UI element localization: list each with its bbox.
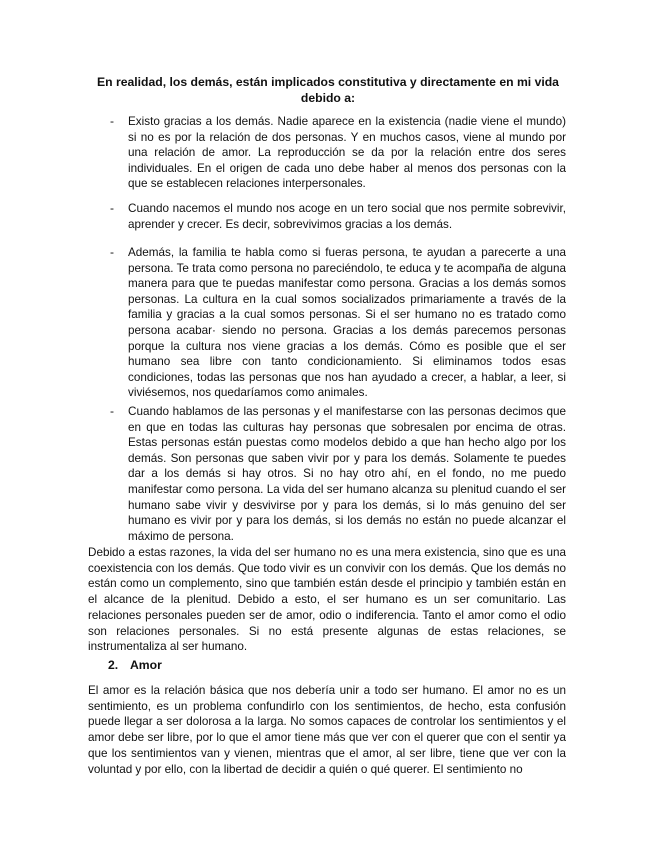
section-title: Amor xyxy=(130,658,162,672)
section-heading-amor xyxy=(108,657,162,673)
bullet-text: Cuando nacemos el mundo nos acoge en un tero social que nos permite sobrevivir, aprender y crecer. Es decir, sobrevivimos gracias a los demás. xyxy=(128,202,566,231)
bullet-marker: - xyxy=(110,404,114,418)
bullet-marker: - xyxy=(110,114,114,128)
paragraph-coexistence: Debido a estas razones, la vida del ser humano no es una mera existencia, sino que es una coexistencia con los demás. Que todo vivir es un convivir con los demás. Que los demás no están como un complemento, sino que también están desde el principio y también están en el alcance de la plenitud. Debido a esto, el ser humano es un ser comunitario. Las relaciones personales pueden ser de amor, odio o indiferencia. Tanto el amor como el odio son relaciones personales. Si no está presente algunas de estas relaciones, se instrumentaliza al ser humano. xyxy=(88,546,566,654)
bullet-text: Existo gracias a los demás. Nadie aparece en la existencia (nadie viene el mundo) si no es por la relación de dos personas. Y en muchos casos, viene al mundo por una relación de amor. La reproducción se da por la relación entre dos seres individuales. En el origen de cada uno debe haber al menos dos personas con la que se establecen relaciones interpersonales. xyxy=(128,115,566,191)
bullet-text: Cuando hablamos de las personas y el manifestarse con las personas decimos que en que en todas las culturas hay personas que sobresalen por encima de otras. Estas personas están puestas como modelos debido a que han hecho algo por los demás. Son personas que saben vivir por y para los demás. Solamente te puedes dar a los demás si hay otros. Si no hay otro ahí, en el fondo, no me puedo manifestar como persona. La vida del ser humano alcanza su plenitud cuando el ser humano sabe vivir y desvivirse por y para los demás, si lo más genuino del ser humano es vivir por y para los demás, si los demás no están no puede alcanzar el máximo de persona. xyxy=(128,405,566,543)
bullet-marker: - xyxy=(110,245,114,259)
document-heading: En realidad, los demás, están implicados constitutiva y directamente en mi vida debido a: xyxy=(97,75,559,105)
section-number: 2. xyxy=(108,658,119,672)
bullet-marker: - xyxy=(110,201,114,215)
paragraph-amor: El amor es la relación básica que nos debería unir a todo ser humano. El amor no es un sentimiento, es un problema confundirlo con los sentimientos, de hecho, esta confusión puede llegar a ser dolorosa a la larga. No somos capaces de controlar los sentimientos y el amor debe ser libre, por lo que el amor tiene más que ver con el querer que con el sentir ya que los sentimientos van y vienen, mientras que el amor, al ser libre, tiene que ver con la voluntad y por ello, con la libertad de decidir a quién o qué querer. El sentimiento no xyxy=(88,684,566,776)
bullet-text: Además, la familia te habla como si fueras persona, te ayudan a parecerte a una persona. Te trata como persona no pareciéndolo, te educa y te acompaña de alguna manera para que te puedas manifestar como persona. Gracias a los demás somos personas. La cultura en la cual somos socializados primariamente a través de la familia y gracias a la cual somos personas. Si el ser humano no es tratado como persona acabar· siendo no persona. Gracias a los demás parecemos personas porque la cultura nos viene gracias a los demás. Cómo es posible que el ser humano sea libre con tanto condicionamiento. Si eliminamos todos esas condiciones, todas las personas que nos han ayudado a crecer, a hablar, a leer, si viviésemos, nos quedaríamos como animales. xyxy=(128,246,566,400)
